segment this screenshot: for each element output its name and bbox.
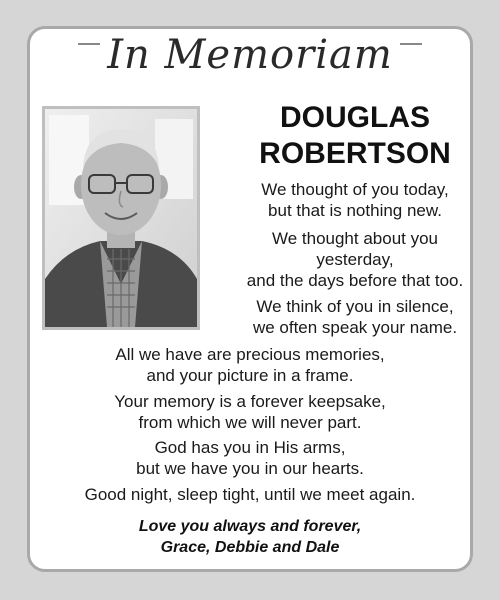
poem-line: God has you in His arms, <box>154 438 346 457</box>
poem-line: All we have are precious memories, <box>115 345 385 364</box>
portrait-photo <box>42 106 200 330</box>
poem-line: we often speak your name. <box>252 318 458 337</box>
poem-line: We thought of you today, <box>261 180 449 199</box>
name-first: DOUGLAS <box>280 101 430 134</box>
poem-line: We think of you in silence, <box>256 297 454 316</box>
heading-right-dash <box>400 43 422 45</box>
name-last: ROBERTSON <box>259 137 451 170</box>
memoriam-heading: In Memoriam <box>107 32 393 78</box>
poem-line: Your memory is a forever keepsake, <box>114 392 386 411</box>
poem-line: and your picture in a frame. <box>146 366 354 385</box>
poem-line: but we have you in our hearts. <box>136 459 364 478</box>
poem-line: We thought about you <box>271 229 439 248</box>
poem-line: from which we will never part. <box>138 413 362 432</box>
poem-line: but that is nothing new. <box>268 201 442 220</box>
portrait-image <box>45 109 197 327</box>
poem-line: Good night, sleep tight, until we meet again. <box>84 485 416 504</box>
closing-signature: Grace, Debbie and Dale <box>160 539 340 556</box>
closing-line-1: Love you always and forever, <box>138 518 362 535</box>
poem-line: and the days before that too. <box>246 271 464 290</box>
poem-line: yesterday, <box>316 250 394 269</box>
